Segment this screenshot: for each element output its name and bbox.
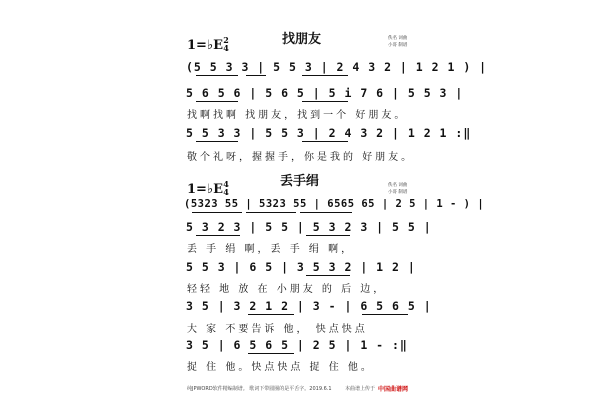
song2-notation-row-2: 5 3 2 3 | 5 5 | 5 3 2 3 | 5 5 |	[186, 220, 432, 234]
footer-note: 纯JPWORD软件精编制谱。 歌词下带圆圈的是平舌字。2019.6.1	[187, 386, 332, 392]
song2-beam	[248, 314, 294, 315]
song2-beam	[362, 314, 408, 315]
song2-credit-arranger: 小哥 制谱	[388, 190, 408, 195]
song1-beam	[302, 75, 348, 76]
song1-meter-top: 2	[223, 35, 229, 45]
song2-beam	[246, 212, 296, 213]
song1-lyrics-line-2: 敬个礼呀，握握手，你是我的 好朋友。	[187, 152, 415, 163]
song1-meter-bottom: 4	[223, 43, 229, 53]
song2-lyrics-line-1: 丢 手 绢 啊，丢 手 绢 啊，	[187, 244, 355, 255]
song1-title: 找朋友	[282, 32, 322, 47]
song2-beam	[306, 235, 350, 236]
song2-time-signature	[222, 180, 230, 196]
song2-notation-row-1: (5323 55 | 5323 55 | 6565 65 | 2 5 | 1 - ) |	[184, 198, 485, 210]
footer-upload-text: 本曲谱上传于	[345, 386, 376, 392]
song1-lyrics-line-1: 找啊找啊 找朋友，找到一个 好朋友。	[187, 110, 408, 121]
song2-lyrics-line-2: 轻轻 地 放 在 小朋友 的 后 边，	[187, 284, 387, 295]
song2-beam	[248, 353, 294, 354]
song1-beam	[246, 75, 266, 76]
song2-notation-row-3: 5 5 3 | 6 5 | 3 5 3 2 | 1 2 |	[186, 260, 416, 274]
song1-beam	[196, 75, 238, 76]
song1-key: 1=♭E	[187, 38, 223, 53]
song2-lyrics-line-3: 大 家 不要告诉 他， 快点快点	[187, 324, 368, 335]
song1-notation-row-3: 5 5 3 3 | 5 5 3 | 2 4 3 2 | 1 2 1 :‖	[186, 126, 472, 140]
song2-lyrics-line-4: 捉 住 他。快点快点 捉 住 他。	[187, 362, 374, 373]
song2-notation-row-4: 3 5 | 3 2 1 2 | 3 - | 6 5 6 5 |	[186, 299, 432, 313]
song1-notation-row-2: 5 6 5 6 | 5 6 5 | 5 i 7 6 | 5 5 3 |	[186, 86, 464, 100]
song1-credit-lyricist: 佚名 词曲	[388, 36, 408, 41]
site-logo[interactable]: 中国曲谱网	[378, 386, 409, 393]
song1-beam	[302, 141, 348, 142]
song1-beam	[196, 141, 238, 142]
song2-beam	[196, 235, 240, 236]
song1-time-signature	[222, 36, 230, 52]
song2-meter-bottom: 4	[223, 187, 229, 197]
song1-notation-row-1: (5 5 3 3 | 5 5 3 | 2 4 3 2 | 1 2 1 ) |	[186, 60, 488, 74]
song2-credit-lyricist: 佚名 词曲	[388, 183, 408, 188]
song2-title: 丢手绢	[280, 174, 320, 189]
song1-beam	[196, 101, 238, 102]
song2-meter-top: 4	[223, 179, 229, 189]
song2-beam	[306, 275, 350, 276]
song2-beam	[192, 212, 242, 213]
song1-beam	[302, 101, 348, 102]
song1-credit-arranger: 小哥 制谱	[388, 43, 408, 48]
song2-key: 1=♭E	[187, 182, 223, 197]
song2-beam	[300, 212, 352, 213]
song2-notation-row-5: 3 5 | 6 5 6 5 | 2 5 | 1 - :‖	[186, 338, 408, 352]
